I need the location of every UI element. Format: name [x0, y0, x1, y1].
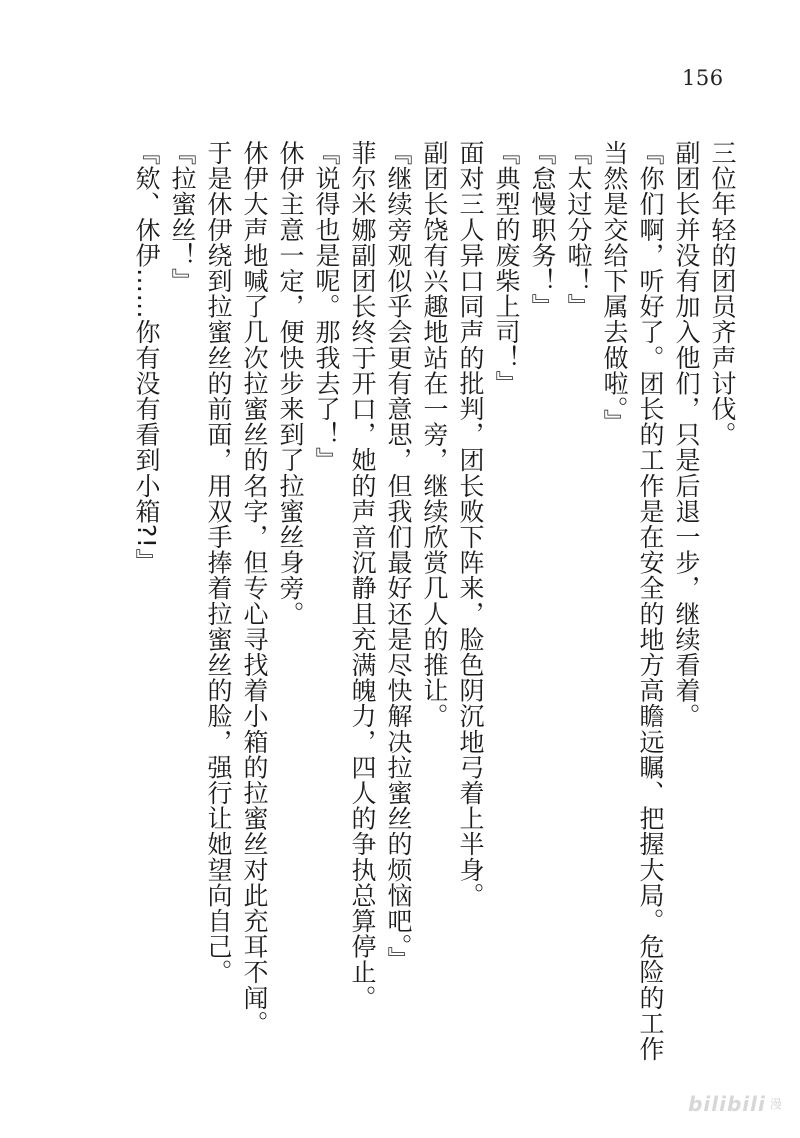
paragraph: 休伊主意一定，便快步来到了拉蜜丝身旁。	[276, 140, 305, 627]
paragraph: 菲尔米娜副团长终于开口，她的声音沉静且充满魄力，四人的争执总算停止。	[348, 140, 377, 1011]
paragraph: 『说得也是呢。那我去了！』	[312, 140, 341, 473]
page-number: 156	[682, 66, 724, 90]
watermark-logo-text: bilibili	[688, 1092, 766, 1116]
paragraph: 『怠慢职务！』	[528, 140, 557, 320]
paragraph: 于是休伊绕到拉蜜丝的前面，用双手捧着拉蜜丝的脸，强行让她望向自己。	[204, 140, 233, 985]
paragraph: 面对三人异口同声的批判，团长败下阵来，脸色阴沉地弓着上半身。	[456, 140, 485, 908]
watermark-tag: 漫	[769, 1097, 782, 1111]
paragraph: 『欸、休伊……你有没有看到小箱?!』	[132, 140, 161, 575]
paragraph: 『你们啊，听好了。团长的工作是在安全的地方高瞻远瞩、把握大局。危险的工作当然是交给下属去做啦。』	[600, 140, 665, 1062]
novel-text-block	[128, 140, 740, 1080]
bilibili-watermark-logo	[676, 1080, 794, 1128]
paragraph: 副团长并没有加入他们，只是后退一步，继续看着。	[672, 140, 701, 729]
paragraph: 『拉蜜丝！』	[168, 140, 197, 294]
paragraph: 『继续旁观似乎会更有意思，但我们最好还是尽快解决拉蜜丝的烦恼吧。』	[384, 140, 413, 973]
paragraph: 『太过分啦！』	[564, 140, 593, 320]
paragraph: 休伊大声地喊了几次拉蜜丝的名字，但专心寻找着小箱的拉蜜丝对此充耳不闻。	[240, 140, 269, 1036]
paragraph: 副团长饶有兴趣地站在一旁，继续欣赏几人的推让。	[420, 140, 449, 729]
paragraph: 『典型的废柴上司！』	[492, 140, 521, 396]
paragraph: 三位年轻的团员齐声讨伐。	[708, 140, 737, 448]
